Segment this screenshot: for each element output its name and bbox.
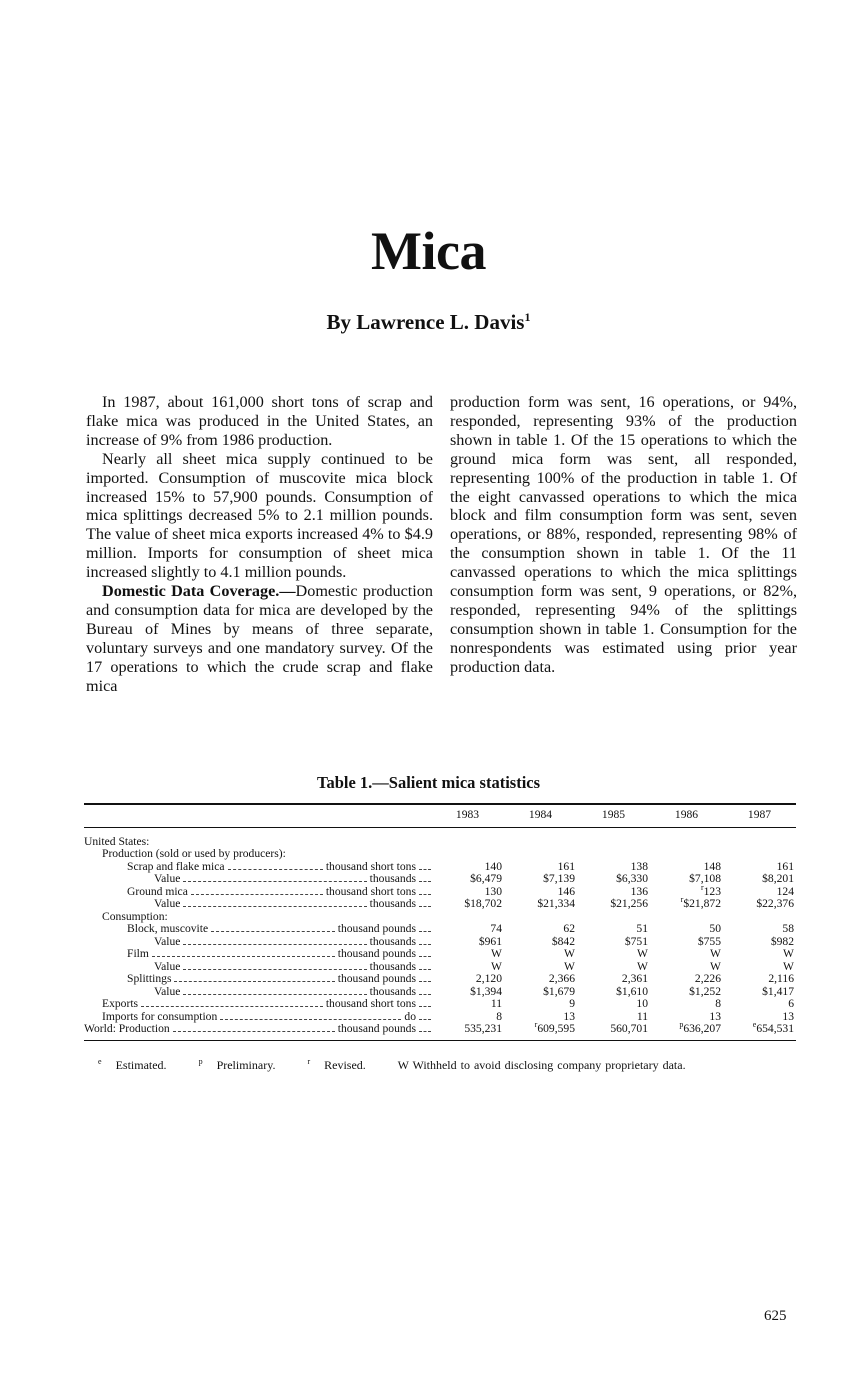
section-row bbox=[84, 827, 796, 848]
table-cell: $6,479 bbox=[470, 872, 502, 885]
row-label: Ground mica bbox=[127, 884, 188, 898]
table-cell: $961 bbox=[478, 934, 502, 948]
preliminary-mark: p bbox=[679, 1020, 684, 1030]
section-consumption: Consumption: bbox=[102, 909, 168, 923]
footnote-revised: $^r$ Revised. bbox=[307, 1057, 366, 1072]
table-cell: $21,334 bbox=[537, 897, 575, 910]
header-label-cell bbox=[84, 804, 431, 827]
table-cell: 8 bbox=[715, 997, 721, 1010]
year-header: 1986 bbox=[650, 804, 723, 827]
table-cell: 13 bbox=[709, 1009, 721, 1023]
table-cell: 161 bbox=[557, 859, 575, 873]
revised-mark: r bbox=[534, 1020, 538, 1030]
row-label: Value bbox=[154, 897, 181, 910]
table-cell bbox=[723, 1020, 796, 1040]
author-name: By Lawrence L. Davis bbox=[326, 310, 525, 334]
table-row bbox=[84, 1023, 796, 1040]
table-cell: 146 bbox=[557, 884, 575, 898]
table-cell: $1,610 bbox=[616, 984, 648, 998]
table-cell: 9 bbox=[569, 997, 575, 1010]
data-coverage-continued: production form was sent, 16 operations, or 94%, responded, representing 93% of the production shown in table 1. Of the 15 operations to which the ground mica form was sent, all responded, representing 100% of the production in table 1. Of the eight canvassed operations to which the mica block and film consumption form was sent, seven operations, or 88%, responded, representing 98% of the consumption shown in table 1. Of the 11 canvassed operations to which the mica splittings consumption form was sent, 9 operations, or 82%, responded, representing 94% of the splittings consumption shown in table 1. Consumption for the nonrespondents was estimated using prior year production data. bbox=[450, 393, 797, 676]
page-title: Mica bbox=[371, 221, 486, 281]
footnote-preliminary: $^p$ Preliminary. bbox=[198, 1057, 276, 1072]
table-cell: W bbox=[783, 947, 794, 960]
table-cell bbox=[650, 1020, 723, 1040]
row-unit: thousands bbox=[369, 984, 416, 998]
row-unit: thousands bbox=[369, 872, 416, 885]
footnote-withheld: W Withheld to avoid disclosing company proprietary data. bbox=[397, 1058, 686, 1072]
table-cell: $1,252 bbox=[689, 984, 721, 998]
table-cell: 535,231 bbox=[431, 1023, 504, 1040]
row-unit: thousand pounds bbox=[337, 947, 416, 960]
row-unit: thousand short tons bbox=[325, 997, 416, 1010]
table-row bbox=[84, 948, 796, 961]
table-row bbox=[84, 986, 796, 999]
table-cell: 74 bbox=[490, 922, 502, 935]
year-header: 1983 bbox=[431, 804, 504, 827]
row-unit: thousand short tons bbox=[325, 884, 416, 898]
table-cell: W bbox=[637, 947, 648, 960]
table-cell bbox=[650, 895, 723, 911]
table-footnotes bbox=[98, 1058, 714, 1073]
table-cell: W bbox=[491, 959, 502, 973]
table-cell: W bbox=[564, 959, 575, 973]
table-cell: $1,417 bbox=[762, 984, 794, 998]
page-number: 625 bbox=[764, 1308, 787, 1324]
table-cell: 13 bbox=[563, 1009, 575, 1023]
right-column bbox=[450, 393, 797, 677]
table-cell: W bbox=[710, 959, 721, 973]
table-cell: 62 bbox=[563, 922, 575, 935]
table-cell: $22,376 bbox=[756, 897, 794, 910]
table-cell: $18,702 bbox=[464, 897, 502, 910]
row-label: Splittings bbox=[127, 972, 172, 985]
table-row bbox=[84, 998, 796, 1011]
table-cell: $755 bbox=[697, 934, 721, 948]
row-label: World: Production bbox=[84, 1022, 170, 1035]
table-cell: 2,361 bbox=[621, 972, 648, 985]
author-footnote-ref: 1 bbox=[524, 310, 531, 324]
cell-value: 636,207 bbox=[683, 1022, 721, 1035]
table-cell: W bbox=[710, 947, 721, 960]
row-label: Value bbox=[154, 984, 181, 998]
table-cell: 124 bbox=[776, 884, 794, 898]
table-cell: 51 bbox=[636, 922, 648, 935]
table-cell: 13 bbox=[782, 1009, 794, 1023]
row-label: Exports bbox=[102, 997, 139, 1010]
table-cell: $7,139 bbox=[543, 872, 575, 885]
year-header: 1984 bbox=[504, 804, 577, 827]
table-cell bbox=[504, 1020, 577, 1040]
table-cell: $21,256 bbox=[610, 897, 648, 910]
cell-value: 654,531 bbox=[756, 1022, 794, 1035]
table-cell: $842 bbox=[551, 934, 575, 948]
table-row bbox=[84, 898, 796, 911]
intro-paragraph: In 1987, about 161,000 short tons of scrap and flake mica was produced in the United States, an increase of 9% from 1986 production. bbox=[86, 393, 433, 449]
table-cell: $8,201 bbox=[762, 872, 794, 885]
sheet-mica-paragraph: Nearly all sheet mica supply continued to be imported. Consumption of muscovite mica block increased 15% to 57,900 pounds. Consumption of mica splittings decreased 5% to 2.1 million pounds. The value of sheet mica exports increased 4% to $4.9 million. Imports for consumption of sheet mica increased slightly to 4.1 million pounds. bbox=[86, 449, 433, 582]
row-unit: thousand pounds bbox=[337, 922, 416, 935]
table-cell: 8 bbox=[496, 1009, 502, 1023]
table-cell: 161 bbox=[776, 859, 794, 873]
table-row bbox=[84, 936, 796, 949]
table-row bbox=[84, 961, 796, 974]
table-cell: 140 bbox=[484, 859, 502, 873]
table-cell: $6,330 bbox=[616, 872, 648, 885]
table-cell: $751 bbox=[624, 934, 648, 948]
table-cell: W bbox=[491, 947, 502, 960]
table-cell: 50 bbox=[709, 922, 721, 935]
table-cell: W bbox=[783, 959, 794, 973]
row-label: Value bbox=[154, 872, 181, 885]
row-label: Value bbox=[154, 959, 181, 973]
table-cell: 11 bbox=[490, 997, 502, 1010]
row-unit: thousands bbox=[369, 959, 416, 973]
row-unit: thousand pounds bbox=[337, 1022, 416, 1035]
row-label: Imports for consumption bbox=[102, 1009, 218, 1023]
data-coverage-heading: Domestic Data Coverage.— bbox=[102, 582, 296, 601]
row-label: Value bbox=[154, 934, 181, 948]
table-row bbox=[84, 973, 796, 986]
table-cell: 2,116 bbox=[768, 972, 794, 985]
table-cell: $7,108 bbox=[689, 872, 721, 885]
row-unit: thousands bbox=[369, 897, 416, 910]
left-column bbox=[86, 393, 433, 696]
estimated-mark: e bbox=[752, 1020, 757, 1030]
table-cell: 130 bbox=[484, 884, 502, 898]
row-label: Scrap and flake mica bbox=[127, 859, 225, 873]
table-cell: 6 bbox=[788, 997, 794, 1010]
table-header-row bbox=[84, 804, 796, 827]
byline bbox=[0, 310, 857, 335]
row-unit: do bbox=[404, 1009, 416, 1023]
data-coverage-paragraph bbox=[86, 582, 433, 695]
table-cell: $982 bbox=[770, 934, 794, 948]
section-production: Production (sold or used by producers): bbox=[102, 847, 286, 860]
row-unit: thousands bbox=[369, 934, 416, 948]
table-title: Table 1.—Salient mica statistics bbox=[316, 773, 541, 792]
revised-mark: r bbox=[700, 882, 704, 892]
cell-value: 123 bbox=[703, 884, 721, 898]
table-row bbox=[84, 873, 796, 886]
year-header: 1987 bbox=[723, 804, 796, 827]
cell-value: 609,595 bbox=[537, 1022, 575, 1035]
table-cell: 11 bbox=[636, 1009, 648, 1023]
table-row bbox=[84, 923, 796, 936]
revised-mark: r bbox=[680, 895, 684, 905]
row-unit: thousand pounds bbox=[337, 972, 416, 985]
table-cell: 138 bbox=[630, 859, 648, 873]
table-cell: 2,226 bbox=[694, 972, 721, 985]
table-cell: $1,679 bbox=[543, 984, 575, 998]
section-united-states: United States: bbox=[84, 834, 150, 848]
salient-statistics-table bbox=[84, 803, 796, 1041]
table-cell: $1,394 bbox=[470, 984, 502, 998]
table-cell: 560,701 bbox=[577, 1023, 650, 1040]
row-unit: thousand short tons bbox=[325, 859, 416, 873]
table-cell: 2,120 bbox=[475, 972, 502, 985]
row-label: Block, muscovite bbox=[127, 922, 209, 935]
table-cell: 136 bbox=[630, 884, 648, 898]
table-cell: W bbox=[637, 959, 648, 973]
section-row bbox=[84, 848, 796, 861]
table-cell: 148 bbox=[703, 859, 721, 873]
table-cell: 58 bbox=[782, 922, 794, 935]
table-cell: 10 bbox=[636, 997, 648, 1010]
data-coverage-text: Domestic production and consumption data for mica are developed by the Bureau of Mines by means of three separate, voluntary surveys and one mandatory survey. Of the 17 operations to which the crude scrap and flake mica bbox=[86, 582, 433, 695]
footnote-estimated: $^e$ Estimated. bbox=[98, 1057, 167, 1072]
table-cell: 2,366 bbox=[548, 972, 575, 985]
row-label: Film bbox=[127, 947, 149, 960]
year-header: 1985 bbox=[577, 804, 650, 827]
cell-value: $21,872 bbox=[683, 897, 721, 910]
table-cell: W bbox=[564, 947, 575, 960]
